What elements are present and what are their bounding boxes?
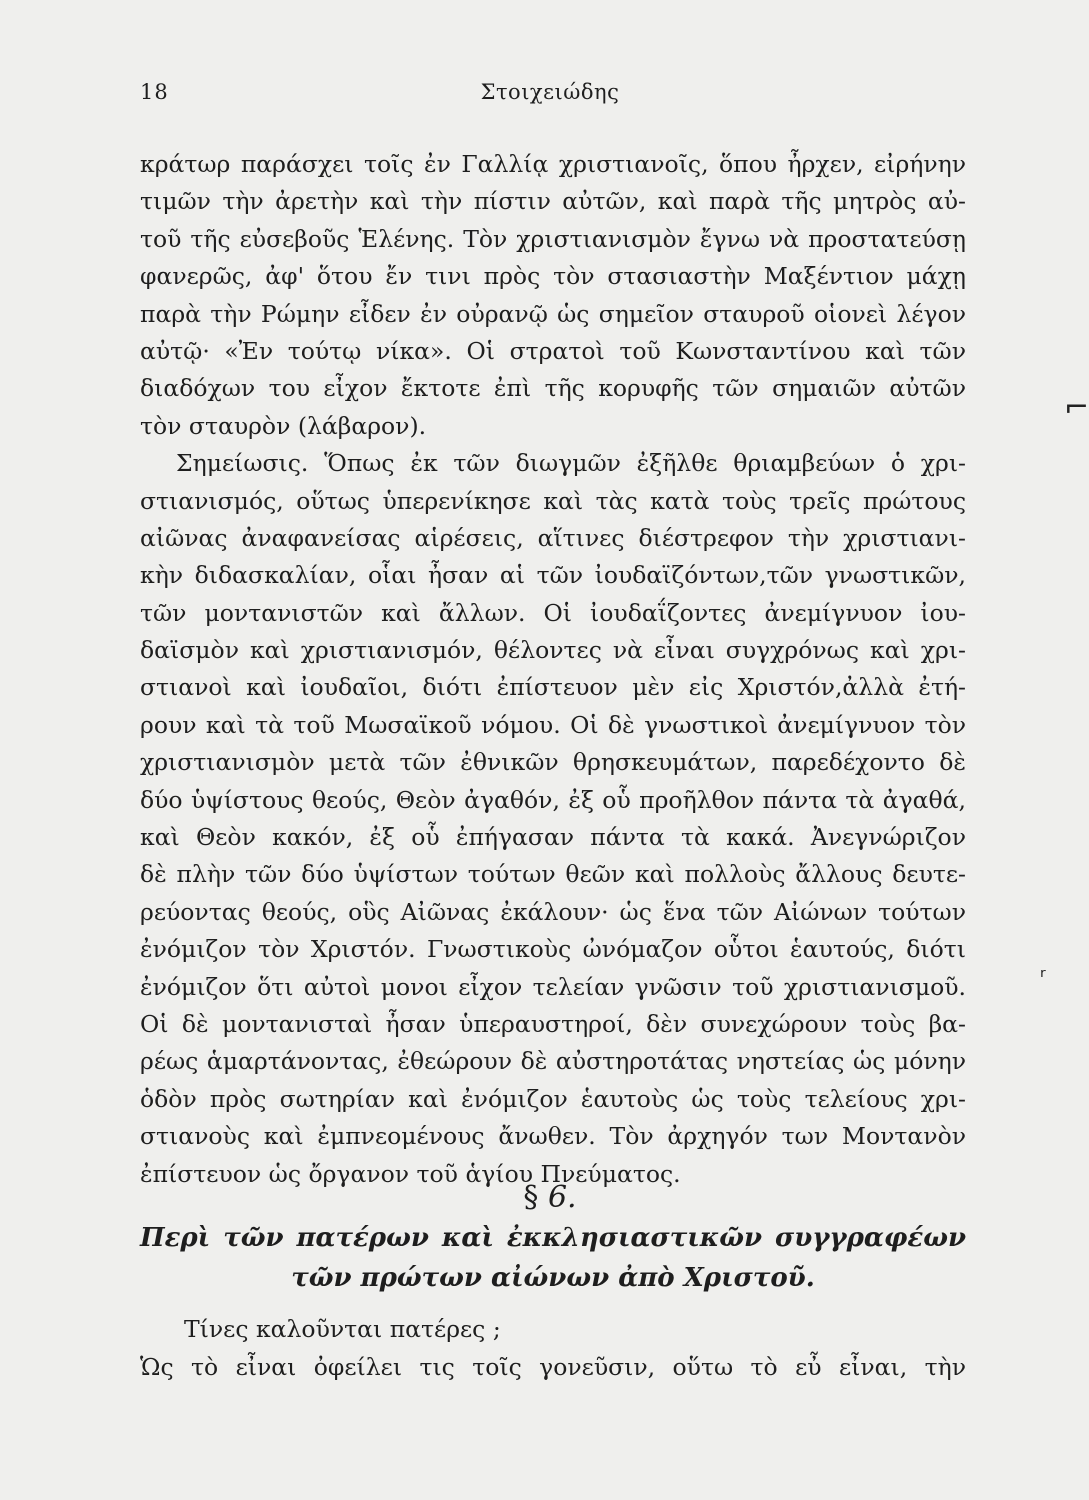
text-line: ἐπίστευον ὡς ὄργανον τοῦ ἁγίου Πνεύματος. (140, 1159, 681, 1188)
text-line: παρὰ τὴν Ρώμην εἶδεν ἐν οὐρανῷ ὡς σημεῖον σταυροῦ οἱονεὶ λέγον (140, 299, 966, 328)
text-line: δὲ πλὴν τῶν δύο ὑψίστων τούτων θεῶν καὶ πολλοὺς ἄλλους δευτε- (140, 860, 966, 889)
text-line: ρουν καὶ τὰ τοῦ Μωσαϊκοῦ νόμου. Οἱ δὲ γνωστικοὶ ἀνεμίγνυον τὸν (140, 710, 966, 739)
heading-line: Περὶ τῶν πατέρων καὶ ἐκκλησιαστικῶν συγγραφέων (140, 1223, 966, 1253)
text-line: στιανοὶ καὶ ἰουδαῖοι, διότι ἐπίστευον μὲν εἰς Χριστόν,ἀλλὰ ἐτή- (140, 673, 966, 702)
body-text (140, 146, 966, 1193)
section-symbol: § (523, 1180, 539, 1215)
text-line: ἐνόμιζον ὅτι αὐτοὶ μονοι εἶχον τελείαν γνῶσιν τοῦ χριστιανισμοῦ. (140, 972, 966, 1001)
section-marker (140, 1178, 960, 1218)
text-line: ὁδὸν πρὸς σωτηρίαν καὶ ἐνόμιζον ἑαυτοὺς ὡς τοὺς τελείους χρι- (140, 1084, 966, 1113)
running-head (140, 80, 960, 114)
page-number: 18 (140, 80, 169, 104)
section-number: 6. (547, 1180, 577, 1215)
note-line: Σημείωσις. Ὅπως ἐκ τῶν διωγμῶν ἐξῆλθε θριαμβεύων ὁ χρι- (176, 449, 966, 478)
section-heading (140, 1218, 966, 1298)
text-line: τὸν σταυρὸν (λάβαρον). (140, 411, 427, 440)
text-line: στιανοὺς καὶ ἐμπνεομένους ἄνωθεν. Τὸν ἀρχηγόν των Μοντανὸν (140, 1122, 966, 1151)
text-line: καὶ Θεὸν κακόν, ἐξ οὗ ἐπήγασαν πάντα τὰ κακά. Ἀνεγνώριζον (140, 823, 966, 852)
text-line: κράτωρ παράσχει τοῖς ἐν Γαλλίᾳ χριστιανοῖς, ὅπου ἦρχεν, εἰρήνην (140, 150, 966, 178)
text-line: ρεύοντας θεούς, οὓς Αἰῶνας ἐκάλουν· ὡς ἕνα τῶν Αἰώνων τούτων (140, 897, 966, 926)
text-line: τιμῶν τὴν ἀρετὴν καὶ τὴν πίστιν αὐτῶν, καὶ παρὰ τῆς μητρὸς αὐ- (140, 187, 966, 216)
text-line: τοῦ τῆς εὐσεβοῦς Ἑλένης. Τὸν χριστιανισμὸν ἔγνω νὰ προστατεύσῃ (140, 224, 966, 253)
text-line: ρέως ἁμαρτάνοντας, ἐθεώρουν δὲ αὐστηροτάτας νηστείας ὡς μόνην (140, 1047, 966, 1076)
text-line: στιανισμός, οὕτως ὑπερενίκησε καὶ τὰς κατὰ τοὺς τρεῖς πρώτους (140, 486, 966, 515)
text-line: διαδόχων του εἶχον ἔκτοτε ἐπὶ τῆς κορυφῆς τῶν σημαιῶν αὐτῶν (140, 374, 966, 403)
text-line: δύο ὑψίστους θεούς, Θεὸν ἀγαθόν, ἐξ οὗ προῆλθον πάντα τὰ ἀγαθά, (140, 785, 966, 814)
heading-line: τῶν πρώτων αἰώνων ἀπὸ Χριστοῦ. (291, 1263, 815, 1293)
text-line: τῶν μοντανιστῶν καὶ ἄλλων. Οἱ ἰουδαΐζοντες ἀνεμίγνυον ἰου- (140, 598, 966, 627)
text-line: χριστιανισμὸν μετὰ τῶν ἐθνικῶν θρησκευμάτων, παρεδέχοντο δὲ (140, 748, 966, 777)
text-line: αἰῶνας ἀναφανείσας αἱρέσεις, αἵτινες διέστρεφον τὴν χριστιανι- (140, 523, 966, 552)
text-line: αὐτῷ· «Ἐν τούτῳ νίκα». Οἱ στρατοὶ τοῦ Κωνσταντίνου καὶ τῶν (140, 336, 966, 365)
margin-mark: ᵣ (1040, 958, 1046, 983)
text-line: φανερῶς, ἀφ' ὅτου ἔν τινι πρὸς τὸν στασιαστὴν Μαξέντιον μάχῃ (140, 262, 966, 291)
running-title: Στοιχειώδης (480, 80, 620, 104)
text-line: κὴν διδασκαλίαν, οἷαι ἦσαν αἱ τῶν ἰουδαϊζόντων,τῶν γνωστικῶν, (140, 561, 966, 590)
text-line: Οἱ δὲ μοντανισταὶ ἦσαν ὑπεραυστηροί, δὲν συνεχώρουν τοὺς βα- (140, 1009, 966, 1038)
question-text: Τίνες καλοῦνται πατέρες ; (184, 1315, 501, 1343)
text-line: δαϊσμὸν καὶ χριστιανισμόν, θέλοντες νὰ εἶναι συγχρόνως καὶ χρι- (140, 636, 966, 665)
margin-mark: ⌐ (1064, 390, 1089, 425)
text-line: ἐνόμιζον τὸν Χριστόν. Γνωστικοὺς ὠνόμαζον οὗτοι ἑαυτούς, διότι (140, 935, 966, 964)
answer-text: Ὡς τὸ εἶναι ὀφείλει τις τοῖς γονεῦσιν, οὕτω τὸ εὖ εἶναι, τὴν (140, 1353, 966, 1381)
